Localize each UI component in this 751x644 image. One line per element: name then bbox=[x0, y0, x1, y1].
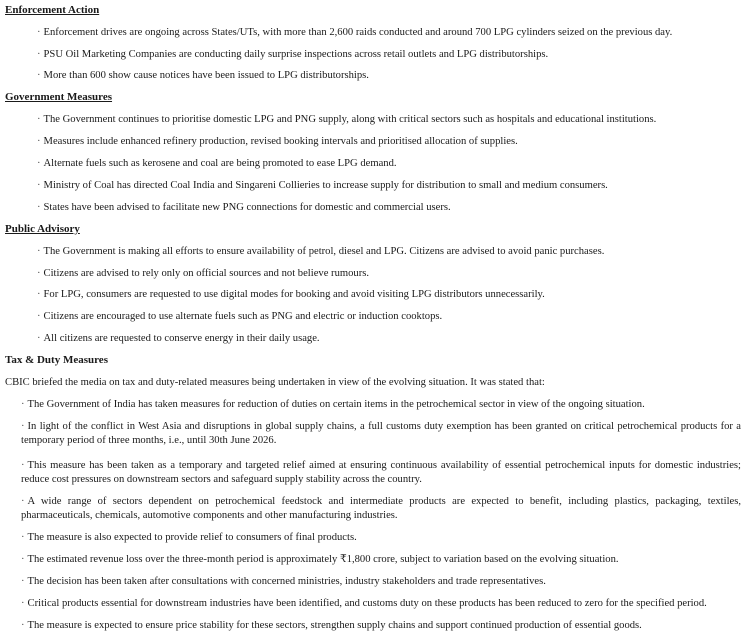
list-item: · Ministry of Coal has directed Coal India and Singareni Collieries to increase supply for distribution to small and medium consumers. bbox=[37, 180, 608, 191]
list-item: · The Government is making all efforts to ensure availability of petrol, diesel and LPG. Citizens are advised to avoid panic purchases. bbox=[37, 246, 605, 257]
list-item: · This measure has been taken as a temporary and targeted relief aimed at ensuring continuous availability of essential petrochemical inputs for domestic industries; reduce cost pressures on downstream sectors and safeguard supply stability across the country. bbox=[21, 460, 741, 485]
list-item: · Enforcement drives are ongoing across States/UTs, with more than 2,600 raids conducted and around 700 LPG cylinders seized on the previous day. bbox=[37, 27, 673, 38]
list-item: · The decision has been taken after consultations with concerned ministries, industry stakeholders and trade representatives. bbox=[21, 576, 546, 587]
list-item: · The Government continues to prioritise domestic LPG and PNG supply, along with critical sectors such as hospitals and educational institutions. bbox=[37, 114, 657, 125]
list-item: · All citizens are requested to conserve energy in their daily usage. bbox=[37, 333, 320, 344]
section-heading-enforcement: Enforcement Action bbox=[5, 4, 100, 16]
list-item: · A wide range of sectors dependent on petrochemical feedstock and intermediate products are expected to benefit, including plastics, packaging, textiles, pharmaceuticals, chemicals, automotive components and other manufacturing industries. bbox=[21, 496, 741, 521]
list-item: · In light of the conflict in West Asia and disruptions in global supply chains, a full customs duty exemption has been granted on critical petrochemical products for a temporary period of three months, i.e., until 30th June 2026. bbox=[21, 421, 741, 446]
list-item: · The measure is expected to ensure price stability for these sectors, strengthen supply chains and support continued production of essential goods. bbox=[21, 620, 642, 631]
list-item: · Alternate fuels such as kerosene and coal are being promoted to ease LPG demand. bbox=[37, 158, 397, 169]
list-item: · The Government of India has taken measures for reduction of duties on certain items in the petrochemical sector in view of the ongoing situation. bbox=[21, 399, 645, 410]
section-heading-tax: Tax & Duty Measures bbox=[5, 354, 108, 366]
list-item: · PSU Oil Marketing Companies are conducting daily surprise inspections across retail outlets and LPG distributorships. bbox=[37, 49, 549, 60]
section-heading-advisory: Public Advisory bbox=[5, 223, 80, 235]
section-heading-government: Government Measures bbox=[5, 91, 113, 103]
list-item: · For LPG, consumers are requested to use digital modes for booking and avoid visiting LPG distributors unnecessarily. bbox=[37, 289, 545, 300]
list-item: · The estimated revenue loss over the three-month period is approximately ₹1,800 crore, subject to variation based on the evolving situation. bbox=[21, 554, 619, 565]
list-item: · Citizens are advised to rely only on official sources and not believe rumours. bbox=[37, 268, 370, 279]
list-item: · The measure is also expected to provide relief to consumers of final products. bbox=[21, 532, 357, 543]
tax-intro: CBIC briefed the media on tax and duty-related measures being undertaken in view of the evolving situation. It was stated that: bbox=[5, 377, 545, 388]
list-item: · Measures include enhanced refinery production, revised booking intervals and prioritised allocation of supplies. bbox=[37, 136, 518, 147]
list-item: · More than 600 show cause notices have been issued to LPG distributorships. bbox=[37, 70, 369, 81]
list-item: · States have been advised to facilitate new PNG connections for domestic and commercial users. bbox=[37, 202, 451, 213]
list-item: · Critical products essential for downstream industries have been identified, and customs duty on these products has been reduced to zero for the specified period. bbox=[21, 598, 707, 609]
list-item: · Citizens are encouraged to use alternate fuels such as PNG and electric or induction cooktops. bbox=[37, 311, 443, 322]
